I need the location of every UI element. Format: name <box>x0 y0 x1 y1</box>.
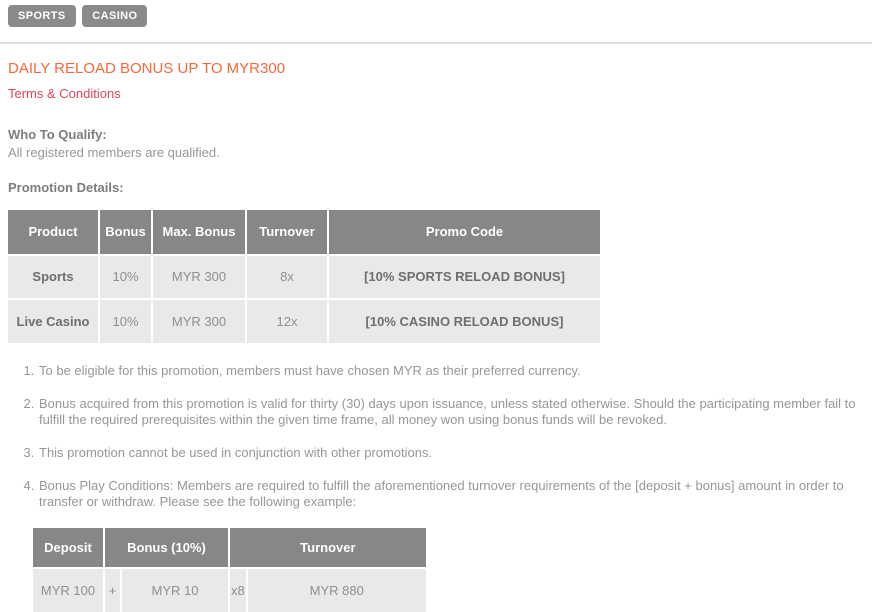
cell-plus-sign: + <box>104 568 121 612</box>
terms-list-item: 4. Bonus Play Conditions: Members are required to fulfill the aforementioned turnover requirements of the [deposit + bonus] amount in order to transfer or withdraw. Please see the following example: <box>38 478 860 510</box>
cell-product: Sports <box>8 255 99 299</box>
cell-bonus: MYR 10 <box>121 568 229 612</box>
qualify-heading: Who To Qualify: <box>8 127 107 142</box>
cell-product: Live Casino <box>8 299 99 343</box>
terms-list-item: 2. Bonus acquired from this promotion is valid for thirty (30) days upon issuance, unless stated otherwise. Should the participating member fail to fulfill the required prerequisites within the given time frame, all money won using bonus funds will be revoked. <box>38 396 860 428</box>
column-header-deposit: Deposit <box>33 528 104 568</box>
table-row-sports <box>8 255 600 299</box>
column-header-bonus: Bonus (10%) <box>104 528 229 568</box>
cell-turnover: 12x <box>246 299 328 343</box>
cell-deposit: MYR 100 <box>33 568 104 612</box>
cell-turnover: MYR 880 <box>247 568 426 612</box>
cell-multiplier: x8 <box>229 568 247 612</box>
column-header-turnover: Turnover <box>246 210 328 255</box>
terms-list-item: 1. To be eligible for this promotion, members must have chosen MYR as their preferred currency. <box>38 363 860 379</box>
sports-tab-button[interactable]: SPORTS <box>8 5 76 27</box>
cell-promo-code: [10% CASINO RELOAD BONUS] <box>328 299 600 343</box>
cell-max-bonus: MYR 300 <box>152 299 246 343</box>
column-header-turnover: Turnover <box>229 528 426 568</box>
top-navigation <box>0 0 872 27</box>
terms-list <box>8 363 864 510</box>
turnover-example-table <box>33 528 426 612</box>
table-row-live-casino <box>8 299 600 343</box>
terms-list-item: 3. This promotion cannot be used in conjunction with other promotions. <box>38 445 860 461</box>
cell-bonus: 10% <box>99 255 152 299</box>
qualify-text: All registered members are qualified. <box>8 145 220 161</box>
promo-title: DAILY RELOAD BONUS UP TO MYR300 <box>8 60 286 77</box>
table-header-row <box>33 528 426 568</box>
column-header-product: Product <box>8 210 99 255</box>
cell-promo-code: [10% SPORTS RELOAD BONUS] <box>328 255 600 299</box>
column-header-promo-code: Promo Code <box>328 210 600 255</box>
cell-bonus: 10% <box>99 299 152 343</box>
promotion-details-heading: Promotion Details: <box>8 179 124 195</box>
cell-max-bonus: MYR 300 <box>152 255 246 299</box>
table-header-row <box>8 210 600 255</box>
terms-conditions-link[interactable]: Terms & Conditions <box>8 86 121 101</box>
horizontal-divider <box>0 42 872 44</box>
casino-tab-button[interactable]: CASINO <box>82 5 147 27</box>
column-header-max-bonus: Max. Bonus <box>152 210 246 255</box>
promotion-details-table <box>8 210 600 343</box>
cell-turnover: 8x <box>246 255 328 299</box>
promo-content <box>0 60 872 612</box>
column-header-bonus: Bonus <box>99 210 152 255</box>
table-row-example <box>33 568 426 612</box>
